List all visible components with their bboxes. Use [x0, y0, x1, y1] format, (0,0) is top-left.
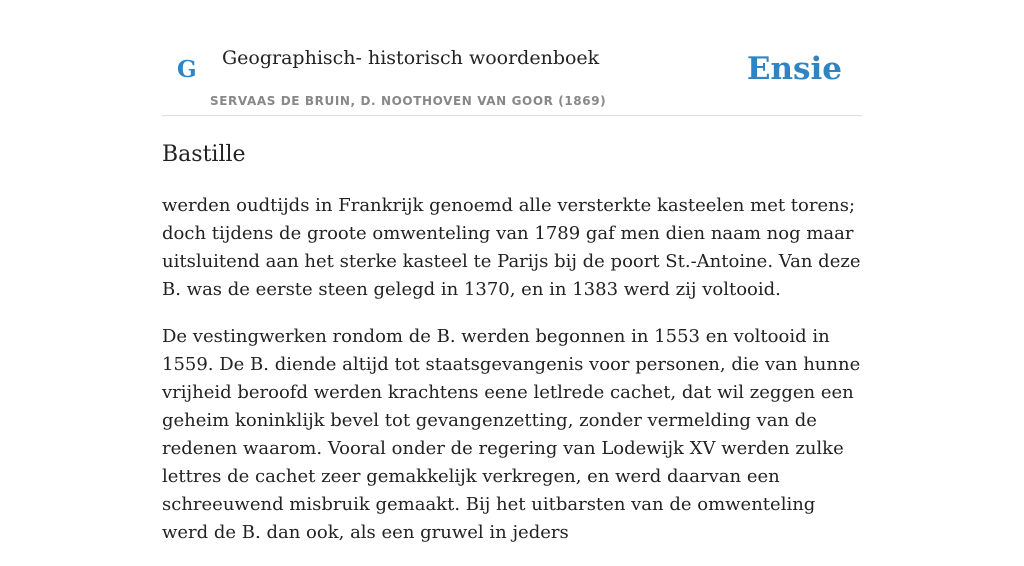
- entry-paragraph: De vestingwerken rondom de B. werden begonnen in 1553 en voltooid in 1559. De B. diende altijd tot staatsgevangenis voor personen, die van hunne vrijheid beroofd werden krachtens eene letlrede cachet, dat wil zeggen een geheim koninklijk bevel tot gevangenzetting, zonder vermelding van de redenen waarom. Vooral onder de regering van Lodewijk XV werden zulke lettres de cachet zeer gemakkelijk verkregen, en werd daarvan een schreeuwend misbruik gemaakt. Bij het uitbarsten van de omwenteling werd de B. dan ook, als een gruwel in jeders: [162, 326, 861, 543]
- entry-title: Bastille: [162, 142, 246, 167]
- book-header: [162, 0, 862, 116]
- book-initial-badge[interactable]: G: [177, 56, 197, 83]
- book-author: SERVAAS DE BRUIN, D. NOOTHOVEN VAN GOOR (1869): [210, 94, 607, 108]
- entry-body: [162, 192, 862, 566]
- book-title-link[interactable]: Geographisch- historisch woordenboek: [222, 47, 600, 69]
- entry-paragraph: werden oudtijds in Frankrijk genoemd alle versterkte kasteelen met torens; doch tijdens de groote omwenteling van 1789 gaf men dien naam nog maar uitsluitend aan het sterke kasteel te Parijs bij de poort St.-Antoine. Van deze B. was de eerste steen gelegd in 1370, en in 1383 werd zij voltooid.: [162, 195, 861, 300]
- ensie-logo-link[interactable]: Ensie: [746, 51, 842, 87]
- page: [162, 0, 862, 543]
